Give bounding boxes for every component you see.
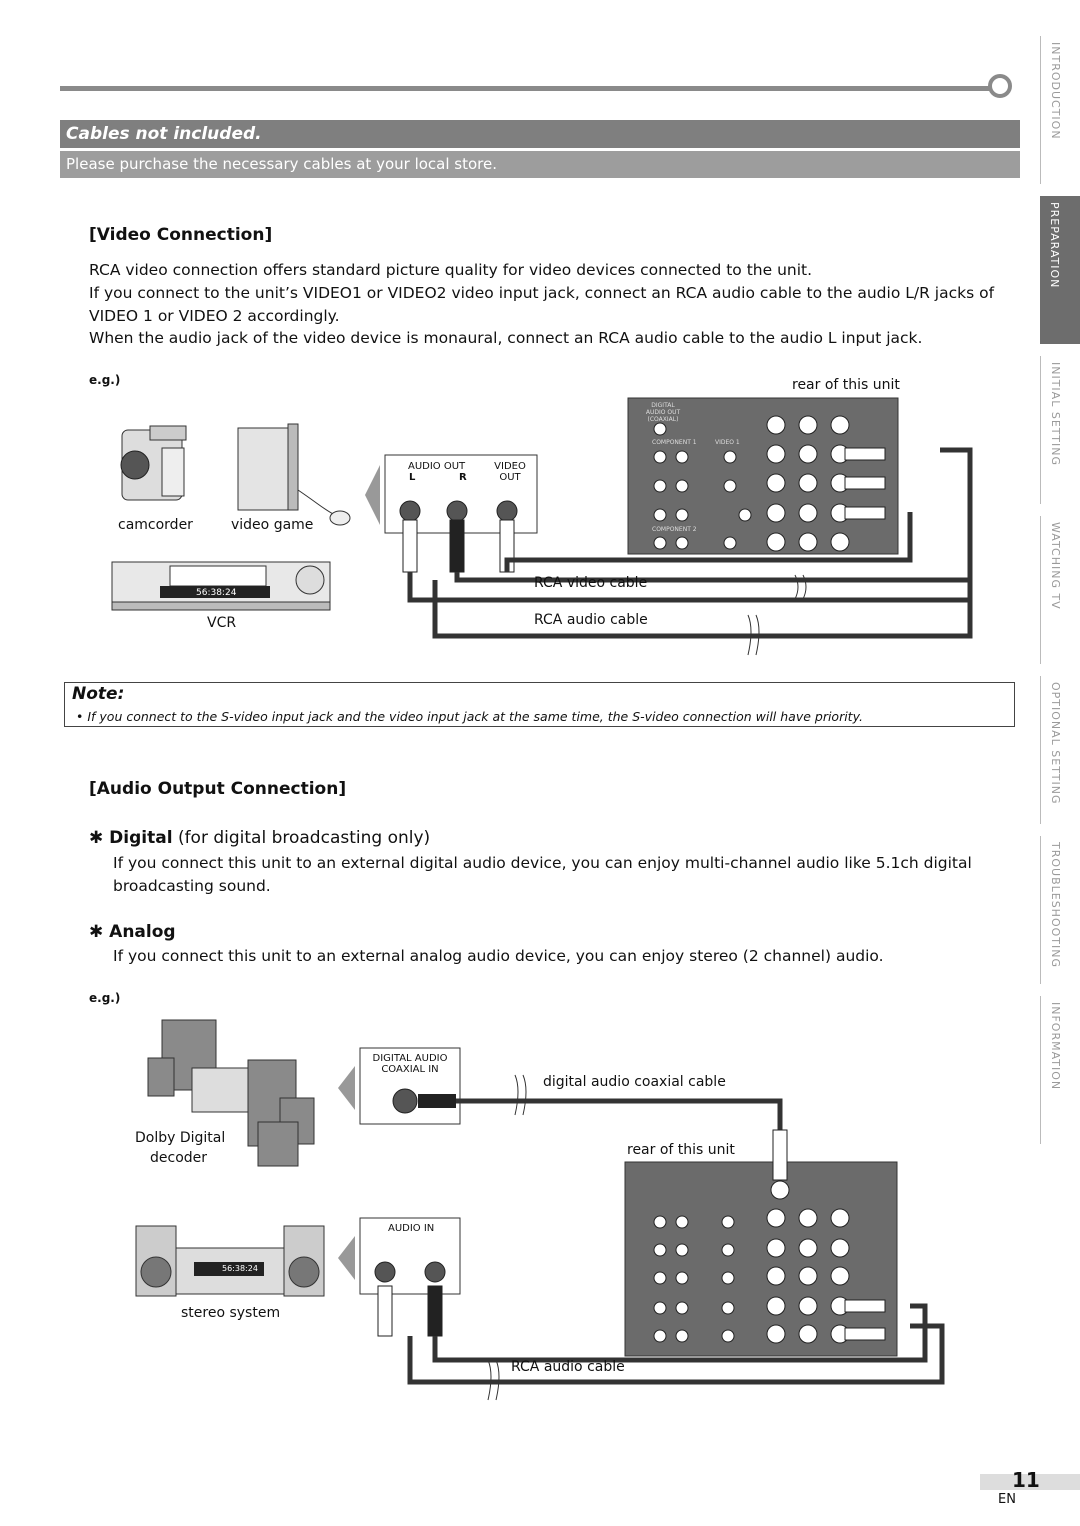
rear-unit-label: rear of this unit (792, 377, 900, 393)
left-channel-label: L (409, 472, 416, 483)
audio-out-label: AUDIO OUT (408, 461, 466, 472)
video-game-illustration (238, 424, 350, 525)
audio-output-heading: [Audio Output Connection] (89, 779, 347, 799)
note-text: • If you connect to the S-video input jack and the video input jack at the same time, the S-video connection will have priority. (76, 709, 863, 724)
cables-title: Cables not included. (60, 120, 1020, 148)
digital-heading (89, 828, 430, 848)
analog-text: If you connect this unit to an external analog audio device, you can enjoy stereo (2 channel) audio. (113, 947, 884, 965)
vcr-display: 56:38:24 (196, 588, 237, 598)
rca-video-cable-label: RCA video cable (534, 575, 648, 591)
video-paragraph-2: If you connect to the unit’s VIDEO1 or VIDEO2 video input jack, connect an RCA audio cable to the audio L/R jacks of VIDEO 1 or VIDEO 2 accordingly. (89, 284, 995, 325)
panel-component1-label: COMPONENT 1 (652, 439, 697, 446)
digital-text: If you connect this unit to an external digital audio device, you can enjoy multi-channel audio like 5.1ch digital broadcasting sound. (113, 854, 972, 895)
rear-panel-2 (625, 1162, 897, 1356)
panel-video1-label: VIDEO 1 (715, 439, 740, 446)
rear-unit-label-2: rear of this unit (627, 1142, 735, 1158)
arrow-icon (338, 1236, 355, 1280)
tab-watching-tv[interactable]: WATCHING TV (1040, 516, 1080, 664)
video-game-label: video game (231, 517, 314, 533)
audio-in-label: AUDIO IN (388, 1223, 435, 1234)
video-paragraph-1: RCA video connection offers standard picture quality for video devices connected to the unit. (89, 261, 813, 279)
eg-label: e.g.) (89, 373, 121, 387)
dolby-label: Dolby Digital (135, 1130, 226, 1146)
top-rule-end-circle (988, 74, 1012, 98)
arrow-icon (365, 465, 380, 525)
right-channel-label: R (459, 472, 467, 483)
stereo-system-label: stereo system (181, 1305, 281, 1321)
note-title: Note: (72, 684, 125, 704)
stereo-system-illustration (136, 1226, 324, 1296)
digital-coaxial-in-label: DIGITAL AUDIO COAXIAL IN (372, 1053, 448, 1075)
rca-audio-cable-label: RCA audio cable (534, 612, 648, 628)
tab-information[interactable]: INFORMATION (1040, 996, 1080, 1144)
tab-preparation[interactable]: PREPARATION (1040, 196, 1080, 344)
language-label: EN (998, 1492, 1016, 1507)
stereo-display: 56:38:24 (222, 1264, 258, 1273)
camcorder-label: camcorder (118, 517, 193, 533)
audio-connection-diagram (120, 1010, 1000, 1410)
digital-heading-label: ✱ Digital (89, 828, 173, 848)
video-connection-heading: [Video Connection] (89, 225, 273, 245)
page-number: 11 (1012, 1468, 1040, 1492)
tab-troubleshooting[interactable]: TROUBLESHOOTING (1040, 836, 1080, 984)
coax-cable-label: digital audio coaxial cable (543, 1074, 726, 1090)
analog-heading: ✱ Analog (89, 922, 176, 942)
video-paragraph-3: When the audio jack of the video device is monaural, connect an RCA audio cable to the audio L input jack. (89, 329, 923, 347)
vcr-label: VCR (207, 615, 237, 631)
camcorder-illustration (121, 426, 186, 500)
arrow-icon (338, 1066, 355, 1110)
tab-initial-setting[interactable]: INITIAL SETTING (1040, 356, 1080, 504)
panel-component2-label: COMPONENT 2 (652, 526, 697, 533)
vcr-illustration (112, 562, 330, 610)
tab-introduction[interactable]: INTRODUCTION (1040, 36, 1080, 184)
video-out-label: VIDEO OUT (494, 461, 526, 483)
tab-optional-setting[interactable]: OPTIONAL SETTING (1040, 676, 1080, 824)
eg-label-2: e.g.) (89, 991, 121, 1005)
rca-audio-cable-label-2: RCA audio cable (511, 1359, 625, 1375)
cables-subtitle: Please purchase the necessary cables at your local store. (60, 151, 1020, 178)
digital-heading-paren: (for digital broadcasting only) (177, 828, 431, 848)
panel-digital-audio-out-label: DIGITAL AUDIO OUT (COAXIAL) (645, 402, 681, 423)
top-rule (60, 86, 996, 91)
decoder-label: decoder (150, 1150, 208, 1166)
